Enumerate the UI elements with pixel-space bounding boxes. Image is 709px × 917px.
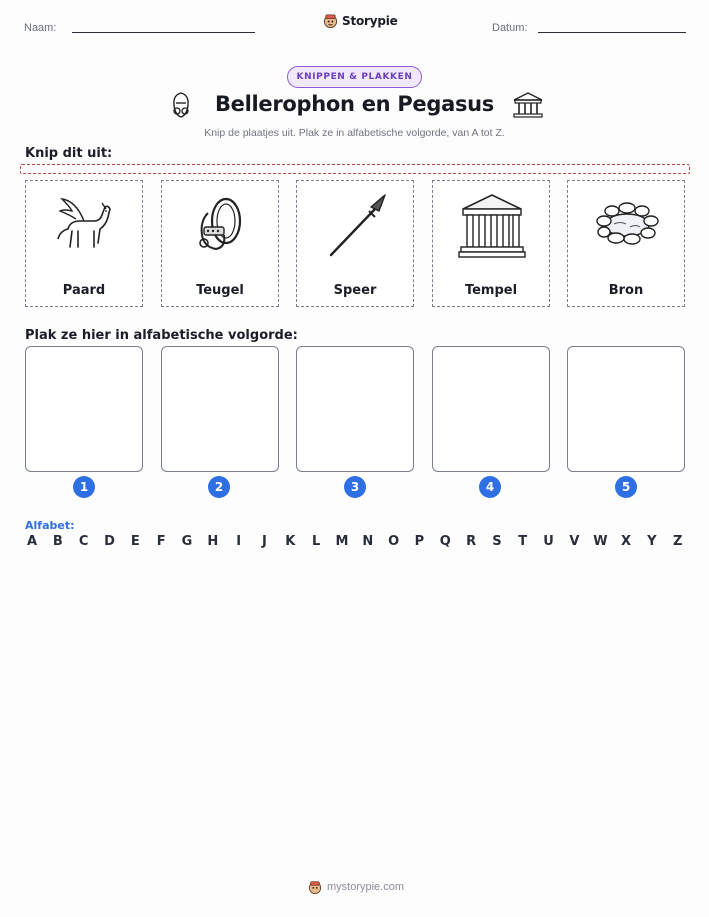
activity-badge: KNIPPEN & PLAKKEN	[287, 66, 422, 88]
slot-number-3: 3	[344, 476, 366, 498]
temple-icon	[457, 191, 527, 261]
alphabet-letter: C	[78, 534, 89, 549]
alphabet-letter: T	[518, 534, 528, 549]
alphabet-letter: S	[492, 534, 502, 549]
paste-slot-1[interactable]	[25, 346, 143, 472]
storypie-mascot-icon	[308, 880, 322, 894]
alphabet-letter: U	[543, 534, 554, 549]
alphabet-letter: A	[26, 534, 38, 549]
alphabet-letter: D	[104, 534, 115, 549]
alphabet-letter: H	[207, 534, 219, 549]
spring-icon	[592, 191, 662, 261]
alphabet-letter: W	[593, 534, 608, 549]
paste-slot-3[interactable]	[296, 346, 414, 472]
date-label: Datum:	[492, 22, 528, 34]
footer-url[interactable]: mystorypie.com	[327, 881, 405, 893]
alphabet-letter: E	[130, 534, 140, 549]
card-label: Speer	[333, 283, 377, 298]
alphabet-letter: M	[335, 534, 349, 549]
alphabet-letter: J	[262, 534, 267, 549]
alphabet-letter: Z	[672, 534, 683, 549]
alphabet-letter: G	[181, 534, 193, 549]
slot-number-1: 1	[73, 476, 95, 498]
cut-card-bron[interactable]	[567, 180, 685, 307]
page-title: Bellerophon en Pegasus	[214, 92, 495, 116]
brand-name: Storypie	[342, 13, 398, 28]
paste-slot-4[interactable]	[432, 346, 550, 472]
spear-icon	[321, 191, 391, 261]
slot-number-5: 5	[615, 476, 637, 498]
card-label: Tempel	[464, 283, 518, 298]
storypie-mascot-icon	[323, 13, 338, 28]
date-field-line[interactable]	[538, 32, 686, 33]
cut-card-teugel[interactable]	[161, 180, 279, 307]
alphabet-letter: V	[569, 534, 580, 549]
alphabet-letter: O	[388, 534, 400, 549]
alphabet-row	[25, 534, 685, 549]
alphabet-letter: N	[362, 534, 374, 549]
cut-card-speer[interactable]	[296, 180, 414, 307]
alphabet-label: Alfabet:	[25, 519, 75, 532]
alphabet-letter: K	[285, 534, 296, 549]
name-label: Naam:	[24, 22, 57, 34]
cut-section-heading: Knip dit uit:	[25, 146, 113, 161]
alphabet-letter: X	[621, 534, 632, 549]
instruction-text: Knip de plaatjes uit. Plak ze in alfabetische volgorde, van A tot Z.	[204, 127, 505, 139]
paste-slot-2[interactable]	[161, 346, 279, 472]
alphabet-letter: F	[156, 534, 166, 549]
alphabet-letter: I	[236, 534, 242, 549]
name-field-line[interactable]	[72, 32, 255, 33]
brand-logo	[323, 13, 398, 28]
pegasus-icon	[50, 191, 120, 261]
alphabet-letter: Q	[439, 534, 451, 549]
footer	[308, 880, 404, 894]
paste-slot-5[interactable]	[567, 346, 685, 472]
cut-line	[20, 164, 690, 174]
slot-number-2: 2	[208, 476, 230, 498]
alphabet-letter: R	[466, 534, 477, 549]
slot-number-4: 4	[479, 476, 501, 498]
cut-card-tempel[interactable]	[432, 180, 550, 307]
alphabet-letter: Y	[647, 534, 657, 549]
card-label: Paard	[62, 283, 106, 298]
card-label: Bron	[608, 283, 644, 298]
temple-icon	[512, 91, 544, 119]
alphabet-letter: P	[414, 534, 425, 549]
bridle-icon	[186, 191, 256, 261]
cut-card-paard[interactable]	[25, 180, 143, 307]
alphabet-letter: B	[52, 534, 63, 549]
paste-section-heading: Plak ze hier in alfabetische volgorde:	[25, 328, 298, 343]
card-label: Teugel	[196, 283, 244, 298]
alphabet-letter: L	[311, 534, 321, 549]
